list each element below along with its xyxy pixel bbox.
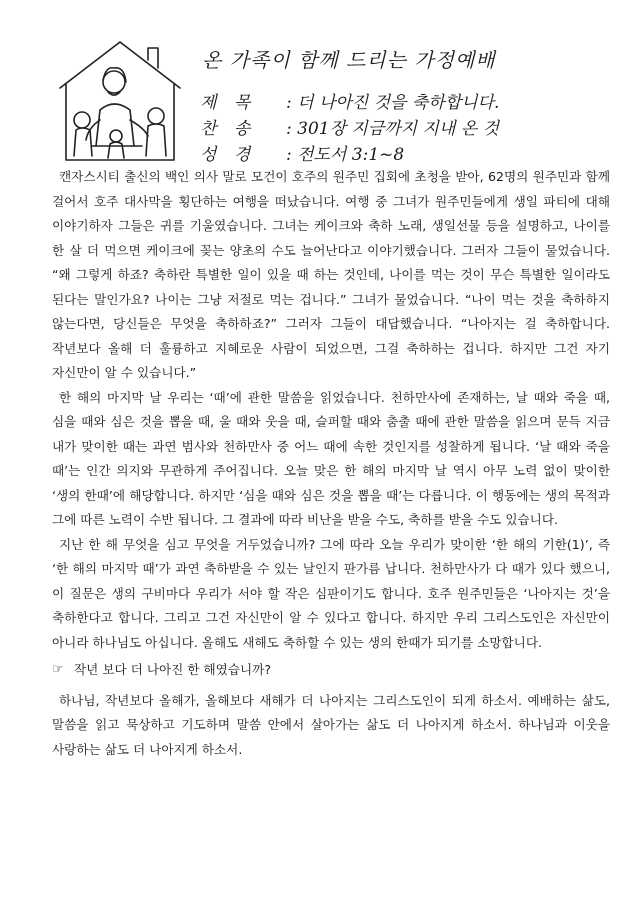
body-paragraph: 캔자스시티 출신의 백인 의사 말로 모건이 호주의 원주민 집회에 초청을 받아, 62명의 원주민과 함께 걸어서 호주 대사막을 횡단하는 여행을 떠났습니다. 여행 중 그녀가 원주민들에게 생일 파티에 대해 이야기하자 그들은 귀를 기울였습니다. 그녀는 케이크와 축하 노래, 생일선물 등을 설명하고, 나이를 한 살 더 먹으면 케이크에 꽂는 양초의 수도 늘어난다고 이야기했습니다. 그러자 그들이 물었습니다. “왜 그렇게 하죠? 축하란 특별한 일이 있을 때 하는 것인데, 나이를 먹는 것이 무슨 특별한 일이라도 된다는 말인가요? 나이는 그냥 저절로 먹는 겁니다.” 그녀가 물었습니다. “나이 먹는 것을 축하하지 않는다면, 당신들은 무엇을 축하하죠?” 그러자 그들이 대답했습니다. “나아지는 걸 축하합니다. 작년보다 올해 더 훌륭하고 지혜로운 사람이 되었으면, 그걸 축하하는 겁니다. 하지만 그건 자기 자신만이 알 수 있습니다.” bbox=[52, 169, 610, 380]
meta-value: : 전도서 3:1~8 bbox=[286, 145, 405, 165]
meta-value: : 301장 지금까지 지내 온 것 bbox=[286, 119, 499, 139]
question-text: 작년 보다 더 나아진 한 해였습니까? bbox=[74, 662, 272, 677]
pointing-hand-icon: ☞ bbox=[52, 662, 64, 677]
service-info bbox=[200, 88, 610, 166]
meta-row-hymn bbox=[200, 114, 610, 140]
meta-label: 찬 송 bbox=[200, 119, 257, 139]
meta-row-title bbox=[200, 88, 610, 114]
meta-label: 성 경 bbox=[200, 145, 257, 165]
header bbox=[52, 36, 612, 166]
sermon-body bbox=[52, 165, 610, 762]
meta-label: 제 목 bbox=[200, 93, 257, 113]
reflection-question bbox=[52, 658, 610, 683]
page-title: 온 가족이 함께 드리는 가정예배 bbox=[202, 48, 496, 72]
body-paragraph: 한 해의 마지막 날 우리는 ‘때’에 관한 말씀을 읽었습니다. 천하만사에 존재하는, 날 때와 죽을 때, 심을 때와 심은 것을 뽑을 때, 울 때와 웃을 때, 슬퍼할 때와 춤출 때에 관한 말씀을 읽으며 문득 지금 내가 맞이한 때는 과연 범사와 천하만사 중 어느 때에 속한 것인지를 성찰하게 됩니다. ‘날 때와 죽을 때’는 인간 의지와 무관하게 주어집니다. 오늘 맞은 한 해의 마지막 날 역시 아무 노력 없이 맞이한 ‘생의 한때’에 해당합니다. 하지만 ‘심을 때와 심은 것을 뽑을 때’는 다릅니다. 이 행동에는 생의 목적과 그에 따른 노력이 수반 됩니다. 그 결과에 따라 비난을 받을 수도, 축하를 받을 수도 있습니다. bbox=[52, 389, 610, 527]
meta-value: : 더 나아진 것을 축하합니다. bbox=[286, 93, 500, 113]
family-house-illustration bbox=[52, 36, 188, 164]
meta-row-scripture bbox=[200, 140, 610, 166]
body-paragraph: 지난 한 해 무엇을 심고 무엇을 거두었습니까? 그에 따라 오늘 우리가 맞이한 ‘한 해의 기한(1)’, 즉 ‘한 해의 마지막 때’가 과연 축하받을 수 있는 날인지 판가름 납니다. 천하만사가 다 때가 있다 했으니, 이 질문은 생의 구비마다 우리가 서야 할 작은 심판이기도 합니다. 호주 원주민들은 ‘나아지는 것’을 축하한다고 합니다. 그리고 그건 자신만이 알 수 있다고 합니다. 하지만 우리 그리스도인은 자신만이 아니라 하나님도 아십니다. 올해도 새해도 축하할 수 있는 생의 한때가 되기를 소망합니다. bbox=[52, 536, 610, 650]
prayer-paragraph: 하나님, 작년보다 올해가, 올해보다 새해가 더 나아지는 그리스도인이 되게 하소서. 예배하는 삶도, 말씀을 읽고 묵상하고 기도하며 말씀 안에서 살아가는 삶도 더 나아지게 하소서. 하나님과 이웃을 사랑하는 삶도 더 나아지게 하소서. bbox=[52, 692, 610, 757]
